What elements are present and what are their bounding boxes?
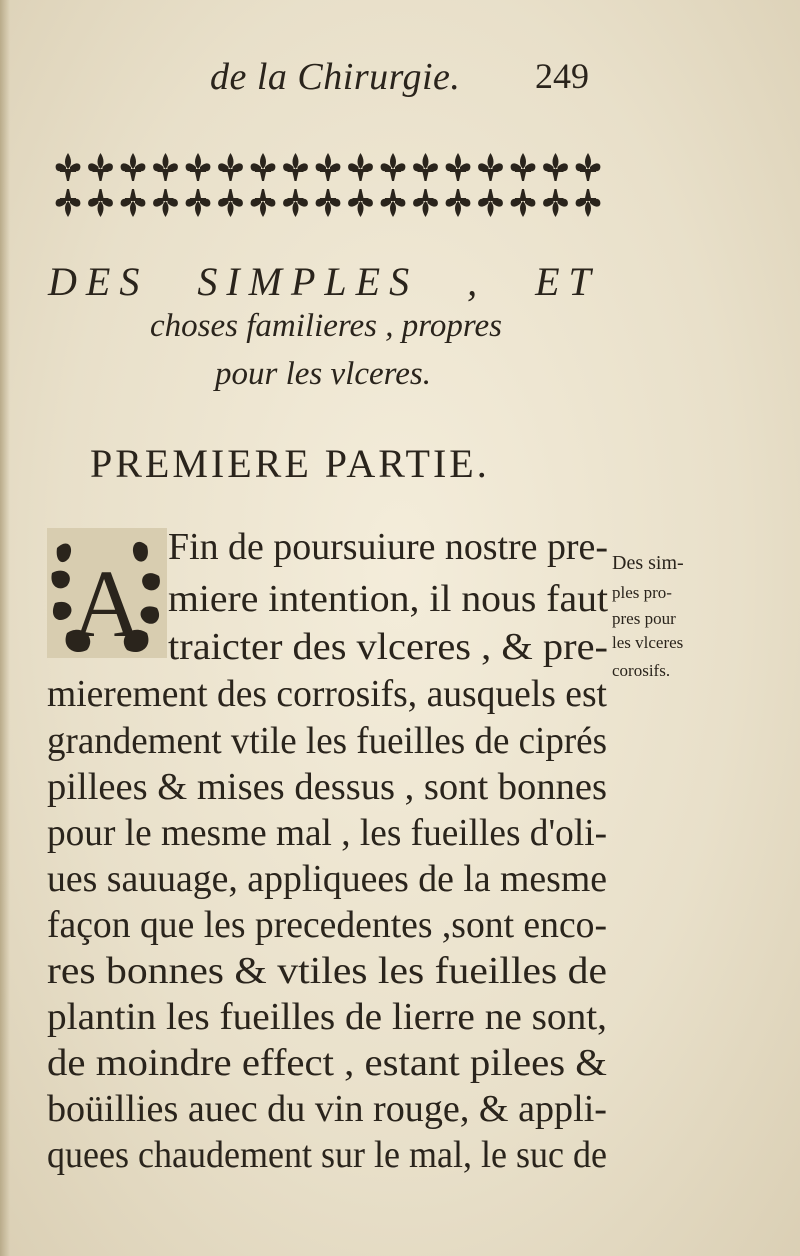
page-edge-shadow — [0, 0, 10, 1256]
body-text-line: res bonnes & vtiles les fueilles de — [47, 950, 607, 992]
marginal-note-line: Des sim- — [612, 552, 684, 574]
body-text-line: de moindre effect , estant pilees & — [47, 1042, 607, 1084]
body-text-line: façon que les precedentes ,sont enco- — [47, 904, 607, 946]
page-number: 249 — [535, 56, 589, 96]
body-text-line: Fin de poursuiure nostre pre- — [168, 526, 608, 568]
body-text-line: quees chaudement sur le mal, le suc de — [47, 1134, 607, 1176]
marginal-note-line: les vlceres — [612, 633, 684, 652]
body-text-line: ues sauuage, appliquees de la mesme — [47, 858, 607, 900]
body-text-line: miere intention, il nous faut — [168, 578, 608, 620]
body-text-line: traicter des vlceres , & pre- — [168, 626, 608, 668]
part-heading: PREMIERE PARTIE. — [90, 441, 490, 486]
title-line-1: DES SIMPLES , ET — [48, 259, 600, 304]
body-text-line: pour le mesme mal , les fueilles d'oli- — [47, 812, 607, 854]
body-text-line: mierement des corrosifs, ausquels est — [47, 673, 607, 715]
marginal-note-line: ples pro- — [612, 583, 672, 602]
fleur-de-lis-border-icon — [52, 145, 607, 225]
marginal-note-line: corosifs. — [612, 661, 671, 680]
body-text-line: boüillies auec du vin rouge, & appli- — [47, 1088, 607, 1130]
marginal-note-line: pres pour — [612, 609, 676, 628]
body-text-line: grandement vtile les fueilles de ciprés — [47, 720, 607, 762]
running-head: de la Chirurgie. — [210, 56, 461, 98]
dropcap-letter: A — [72, 550, 142, 657]
foliate-dropcap-icon — [47, 528, 167, 658]
title-line-3: pour les vlceres. — [215, 356, 431, 392]
title-line-2: choses familieres , propres — [150, 308, 502, 344]
body-text-line: plantin les fueilles de lierre ne sont, — [47, 996, 607, 1038]
body-text-line: pillees & mises dessus , sont bonnes — [47, 766, 607, 808]
